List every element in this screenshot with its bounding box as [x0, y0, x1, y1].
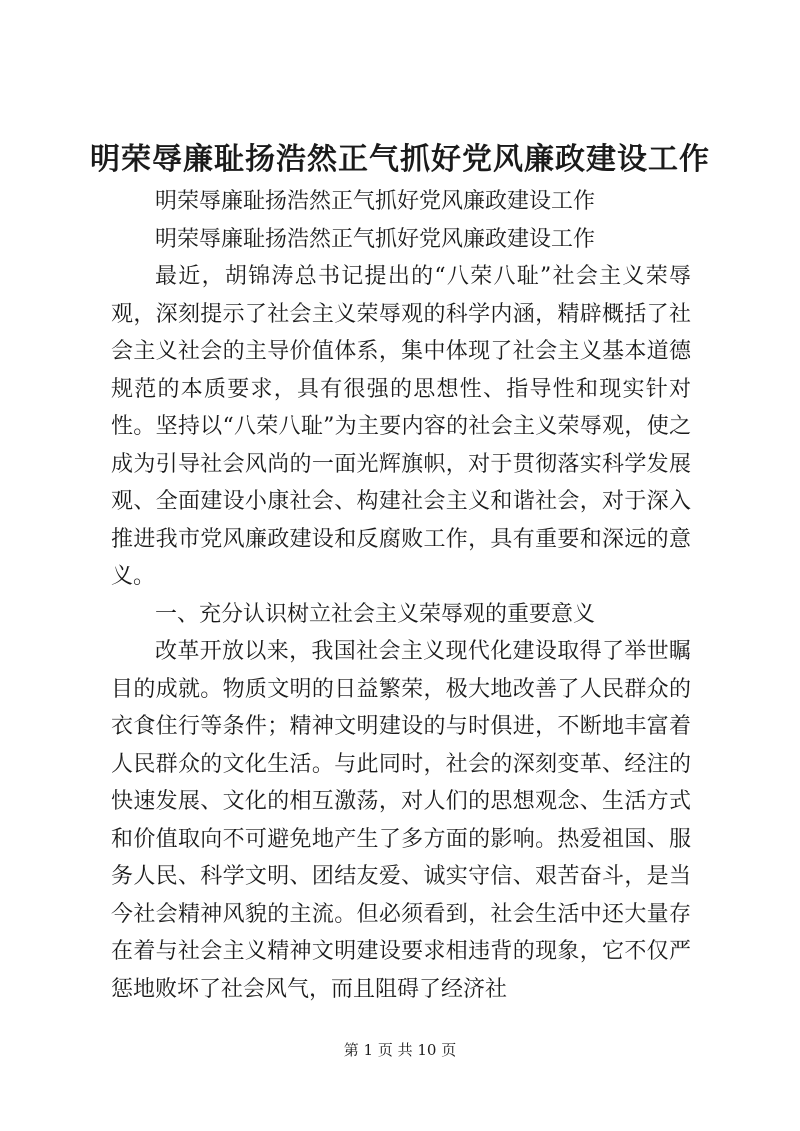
page-footer: 第 1 页 共 10 页 — [343, 1041, 457, 1059]
body-paragraph: 最近，胡锦涛总书记提出的“八荣八耻”社会主义荣辱观，深刻提示了社会主义荣辱观的科学内涵，精辟概括了社会主义社会的主导价值体系，集中体现了社会主义基本道德规范的本质要求，具有很强的思想性、指导性和现实针对性。坚持以“八荣八耻”为主要内容的社会主义荣辱观，使之成为引导社会风尚的一面光辉旗帜，对于贯彻落实科学发展观、全面建设小康社会、构建社会主义和谐社会，对于深入推进我市党风廉政建设和反腐败工作，具有重要和深远的意义。 — [111, 264, 691, 589]
subtitle-line: 明荣辱廉耻扬浩然正气抓好党风廉政建设工作 — [155, 226, 596, 252]
subtitle-line: 明荣辱廉耻扬浩然正气抓好党风廉政建设工作 — [155, 189, 596, 214]
section-heading: 一、充分认识树立社会主义荣辱观的重要意义 — [155, 601, 596, 627]
document-title: 明荣辱廉耻扬浩然正气抓好党风廉政建设工作 — [90, 142, 710, 177]
document-body — [111, 183, 691, 1008]
body-paragraph: 改革开放以来，我国社会主义现代化建设取得了举世瞩目的成就。物质文明的日益繁荣，极大地改善了人民群众的衣食住行等条件；精神文明建设的与时俱进，不断地丰富着人民群众的文化生活。与此同时，社会的深刻变革、经注的快速发展、文化的相互激荡，对人们的思想观念、生活方式和价值取向不可避免地产生了多方面的影响。热爱祖国、服务人民、科学文明、团结友爱、诚实守信、艰苦奋斗，是当今社会精神风貌的主流。但必须看到，社会生活中还大量存在着与社会主义精神文明建设要求相违背的现象，它不仅严惩地败坏了社会风气，而且阻碍了经济社 — [111, 639, 691, 1002]
